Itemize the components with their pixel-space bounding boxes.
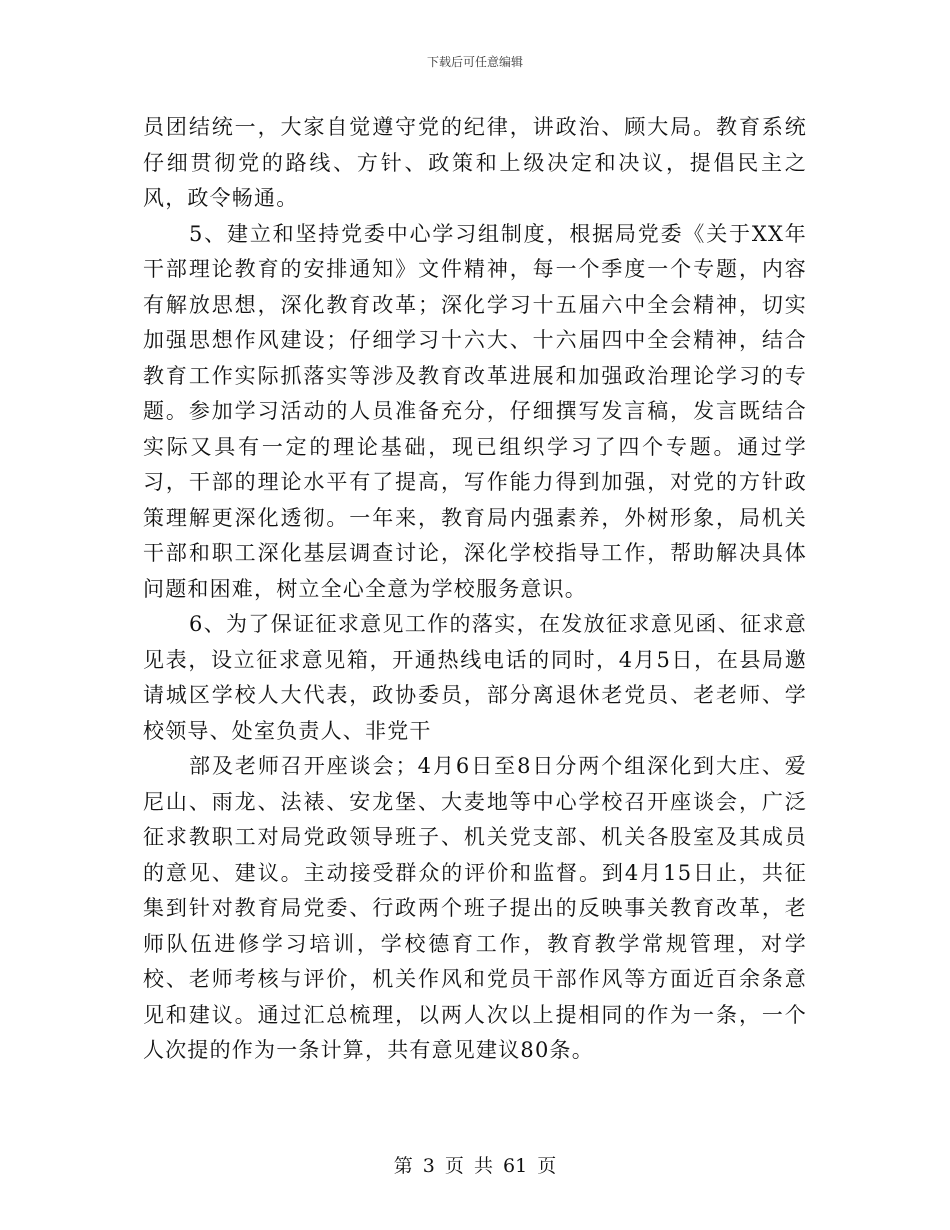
document-body	[143, 110, 807, 1069]
page-number-footer: 第 3 页 共 61 页	[393, 1155, 557, 1177]
page-header: 下载后可任意编辑	[426, 55, 523, 69]
paragraph-item-6-continued: 部及老师召开座谈会；4月6日至8日分两个组深化到大庄、爱尼山、雨龙、法裱、安龙堡、大麦地等中心学校召开座谈会，广泛征求教职工对局党政领导班子、机关党支部、机关各股室及其成员的意见、建议。主动接受群众的评价和监督。到4月15日止，共征集到针对教育局党委、行政两个班子提出的反映事关教育改革，老师队伍进修学习培训，学校德育工作，教育教学常规管理，对学校、老师考核与评价，机关作风和党员干部作风等方面近百余条意见和建议。通过汇总梳理，以两人次以上提相同的作为一条，一个人次提的作为一条计算，共有意见建议80条。	[143, 754, 807, 1062]
paragraph-item-5: 5、建立和坚持党委中心学习组制度，根据局党委《关于XX年干部理论教育的安排通知》文件精神，每一个季度一个专题，内容有解放思想，深化教育改革；深化学习十五届六中全会精神，切实加强思想作风建设；仔细学习十六大、十六届四中全会精神，结合教育工作实际抓落实等涉及教育改革进展和加强政治理论学习的专题。参加学习活动的人员准备充分，仔细撰写发言稿，发言既结合实际又具有一定的理论基础，现已组织学习了四个专题。通过学习，干部的理论水平有了提高，写作能力得到加强，对党的方针政策理解更深化透彻。一年来，教育局内强素养，外树形象，局机关干部和职工深化基层调查讨论，深化学校指导工作，帮助解决具体问题和困难，树立全心全意为学校服务意识。	[143, 221, 807, 601]
paragraph-item-6: 6、为了保证征求意见工作的落实，在发放征求意见函、征求意见表，设立征求意见箱，开通热线电话的同时，4月5日，在县局邀请城区学校人大代表，政协委员，部分离退休老党员、老老师、学校领导、处室负责人、非党干	[143, 612, 807, 743]
paragraph-continuation: 员团结统一，大家自觉遵守党的纪律，讲政治、顾大局。教育系统仔细贯彻党的路线、方针、政策和上级决定和决议，提倡民主之风，政令畅通。	[143, 115, 807, 210]
